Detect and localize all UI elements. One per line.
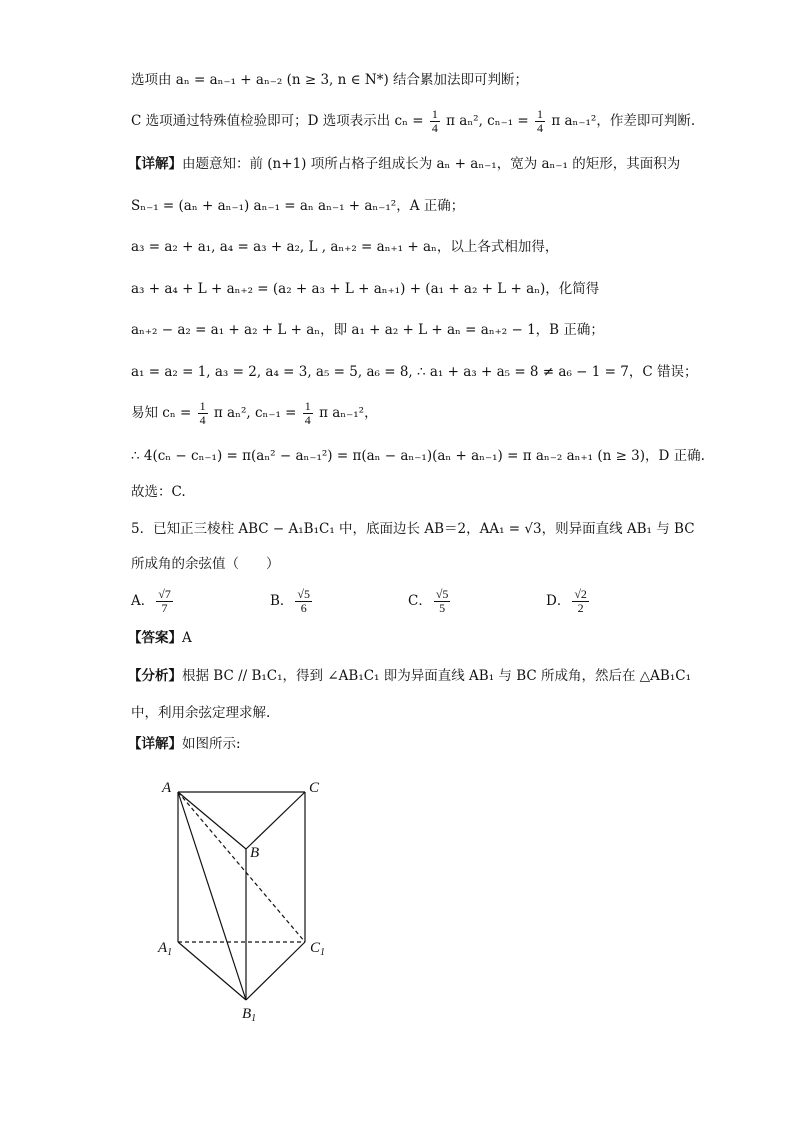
text-line-4: Sₙ₋₁ = (aₙ + aₙ₋₁) aₙ₋₁ = aₙ aₙ₋₁ + aₙ₋₁²，A 正确；: [131, 198, 465, 214]
edge-bc: [246, 792, 305, 849]
label-b1: $B_1$: [242, 1006, 257, 1024]
option-b: B． $\frac{√5}{6}$: [270, 587, 311, 615]
detail-text: 由题意知：前 (n+1) 项所占格子组成长为 aₙ + aₙ₋₁，宽为 aₙ₋₁ 的矩形，其面积为: [182, 156, 681, 172]
label-c1: $C_1$: [310, 940, 326, 958]
answer-tag: 【答案】: [128, 630, 182, 646]
text-line-9: [131, 400, 378, 427]
analysis-tag: 【分析】: [128, 668, 182, 684]
line2-part-a: C 选项通过特殊值检验即可；D 选项表示出 cₙ =: [131, 113, 424, 129]
line9-part-a: 易知 cₙ =: [131, 405, 192, 421]
label-a1: $A_1$: [158, 940, 173, 958]
analysis-text: 根据 BC // B₁C₁，得到 ∠AB₁C₁ 即为异面直线 AB₁ 与 BC 所成角，然后在 △AB₁C₁: [182, 668, 692, 684]
text-line-5: a₃ = a₂ + a₁, a₄ = a₃ + a₂, L , aₙ₊₂ = aₙ₊₁ + aₙ，以上各式相加得，: [131, 239, 559, 255]
fraction-one-quarter: $\frac{1}{4}$: [304, 399, 311, 427]
question-5-line-1: 5．已知正三棱柱 ABC − A₁B₁C₁ 中，底面边长 AB＝2，AA₁ = √3，则异面直线 AB₁ 与 BC: [131, 521, 695, 537]
analysis-line-2: 中，利用余弦定理求解.: [131, 705, 271, 721]
detail-tag-2: 【详解】: [128, 736, 182, 752]
answer-value: A: [182, 630, 192, 646]
edge-ab: [178, 792, 246, 849]
fraction-one-quarter: $\frac{1}{4}$: [199, 399, 206, 427]
text-line-1: 选项由 aₙ = aₙ₋₁ + aₙ₋₂ (n ≥ 3, n ∈ N*) 结合累加法即可判断；: [131, 72, 529, 88]
edge-ab1: [178, 792, 246, 1000]
label-a: A: [162, 780, 172, 796]
detail-text-2: 如图所示:: [182, 736, 241, 752]
edge-ac1-hidden: [178, 792, 305, 942]
line2-part-c: π aₙ₋₁²，作差即可判断.: [551, 113, 696, 129]
line2-part-b: π aₙ², cₙ₋₁ =: [446, 113, 529, 129]
detail-line: [128, 734, 241, 754]
edge-a1b1: [178, 942, 246, 1000]
prism-figure: [150, 770, 350, 1030]
text-line-2: [131, 108, 695, 135]
option-c: C． $\frac{√5}{5}$: [408, 587, 449, 615]
text-line-8: a₁ = a₂ = 1, a₃ = 2, a₄ = 3, a₅ = 5, a₆ = 8, ∴ a₁ + a₃ + a₅ = 8 ≠ a₆ − 1 = 7，C 错误；: [131, 364, 698, 380]
text-line-7: aₙ₊₂ − a₂ = a₁ + a₂ + L + aₙ，即 a₁ + a₂ + L + aₙ = aₙ₊₂ − 1，B 正确；: [131, 322, 604, 338]
label-b: B: [250, 845, 260, 861]
label-c: C: [309, 780, 320, 796]
answer-line: [128, 628, 192, 648]
option-a: A． $\frac{√7}{7}$: [131, 587, 171, 615]
text-line-10: ∴ 4(cₙ − cₙ₋₁) = π(aₙ² − aₙ₋₁²) = π(aₙ − aₙ₋₁)(aₙ + aₙ₋₁) = π aₙ₋₂ aₙ₊₁ (n ≥ 3)，D 正确.: [131, 448, 705, 464]
line9-part-c: π aₙ₋₁²，: [319, 405, 378, 421]
fraction-one-quarter: $\frac{1}{4}$: [431, 107, 438, 135]
text-line-3: [128, 154, 680, 174]
fraction-one-quarter: $\frac{1}{4}$: [537, 107, 544, 135]
edge-b1c1: [246, 942, 305, 1000]
question-5-line-2: 所成角的余弦值（ ）: [131, 556, 280, 572]
line9-part-b: π aₙ², cₙ₋₁ =: [213, 405, 297, 421]
text-line-11: 故选：C.: [131, 484, 186, 500]
text-line-6: a₃ + a₄ + L + aₙ₊₂ = (a₂ + a₃ + L + aₙ₊₁) + (a₁ + a₂ + L + aₙ)，化简得: [131, 281, 600, 297]
analysis-line-1: [128, 666, 691, 686]
detail-tag: 【详解】: [128, 156, 182, 172]
option-d: D． $\frac{√2}{2}$: [546, 587, 587, 615]
